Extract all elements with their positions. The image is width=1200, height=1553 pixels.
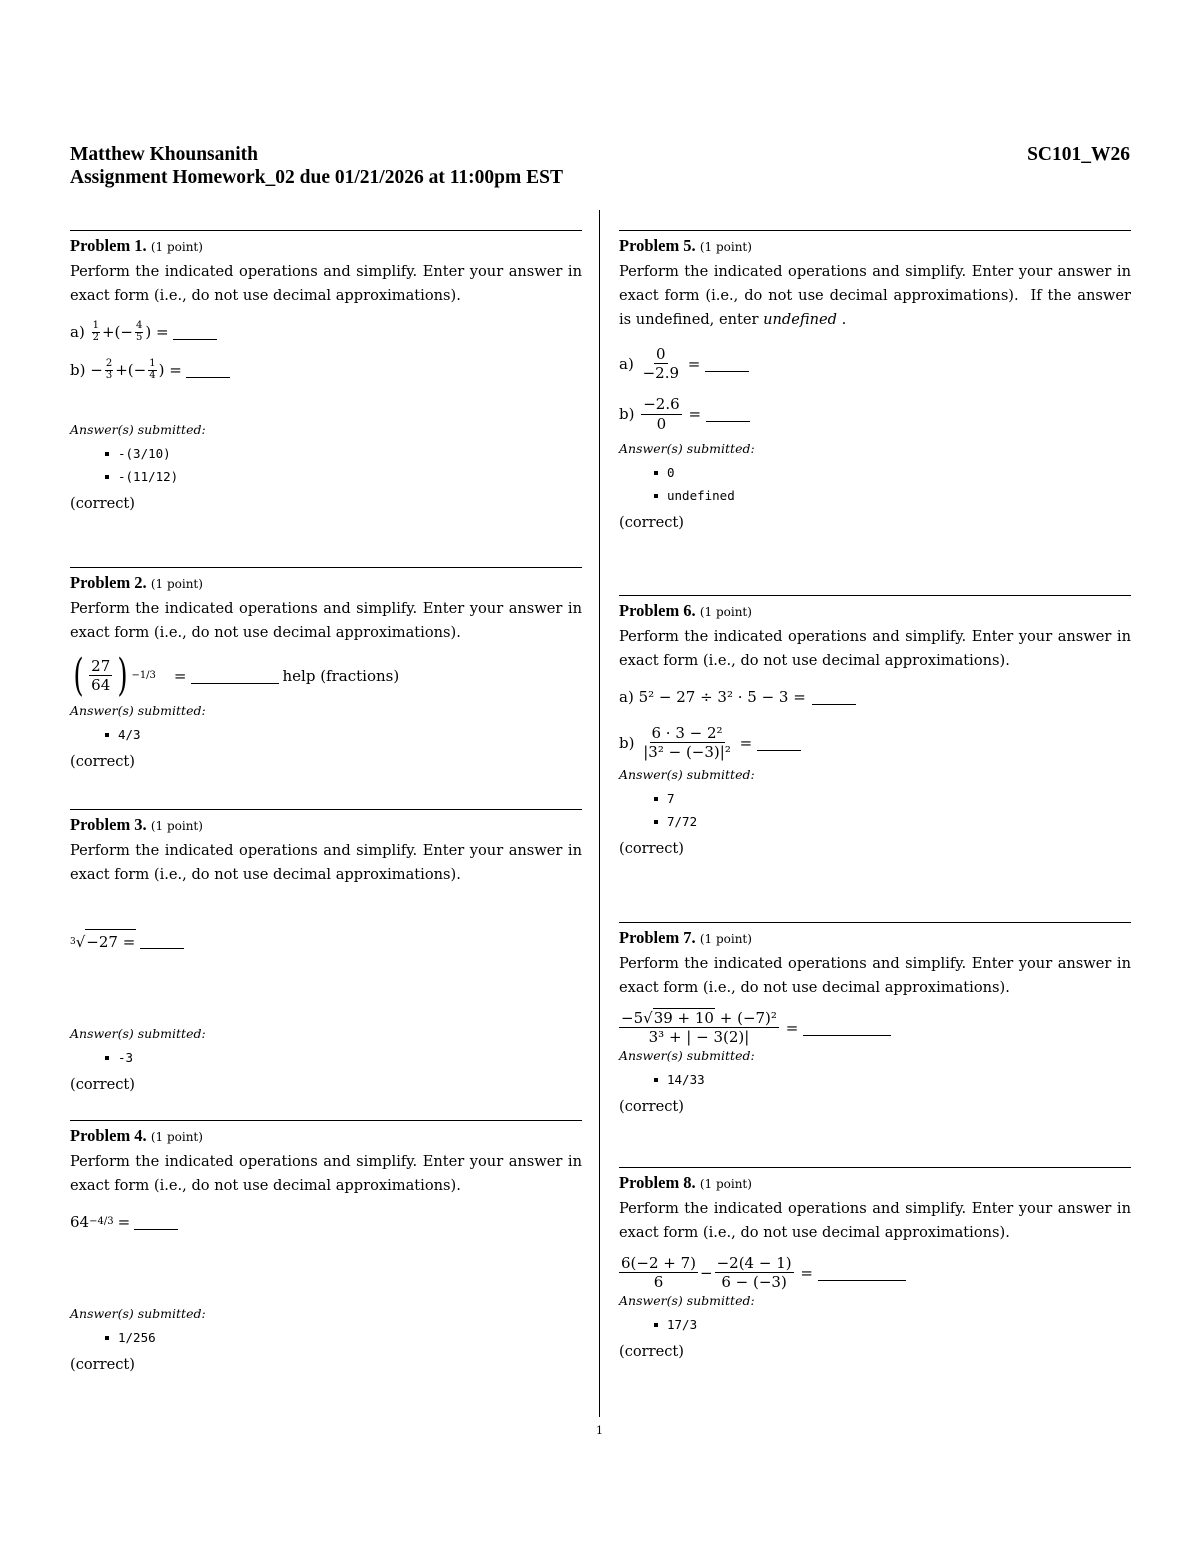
answer-blank[interactable]	[191, 669, 279, 684]
problem-7	[619, 922, 1131, 1167]
problem-instructions: Perform the indicated operations and simplify. Enter your answer in exact form (i.e., do not use decimal approximations).	[619, 263, 1131, 304]
answer-blank[interactable]	[812, 690, 856, 705]
submitted-answer: 7	[667, 787, 1131, 810]
problem-title: Problem 3.	[70, 815, 147, 834]
answer-blank[interactable]	[706, 407, 750, 422]
problem-3	[70, 809, 582, 1120]
status-text: (correct)	[619, 840, 684, 858]
answer-blank[interactable]	[173, 325, 217, 340]
answer-blank[interactable]	[186, 363, 230, 378]
problem-1a-expression: a) $\frac{1}{2}$ +(− $\frac{4}{5}$ ) =	[70, 320, 582, 344]
problem-5: Problem 5. (1 point) Perform the indicated operations and simplify. Enter your answer in exact form (i.e., do not use decimal approximations). If the answer is undefined, enter undefined . a) $\frac{0}{-2.9}$ = b) $\frac{-2.6}{0}$ = Answer(s) submitted: 0 undefined (correct)	[619, 230, 1131, 595]
problem-5a-expression: a) $\frac{0}{-2.9}$ =	[619, 346, 1131, 382]
answers-list	[619, 461, 1131, 507]
problem-title: Problem 6.	[619, 601, 696, 620]
answers-label: Answer(s) submitted:	[619, 1293, 755, 1309]
problem-6b-expression: b) $\frac{\text{6 · 3 − 2²}}{\text{|3² − (−3)|²}}$ =	[619, 725, 1131, 761]
answer-blank[interactable]	[140, 934, 184, 949]
submitted-answer: -(3/10)	[118, 442, 582, 465]
problem-title: Problem 2.	[70, 573, 147, 592]
problem-title: Problem 5.	[619, 236, 696, 255]
submitted-answer: -(11/12)	[118, 465, 582, 488]
problem-points: (1 point)	[150, 240, 203, 254]
submitted-answer: -3	[118, 1046, 582, 1069]
problem-points: (1 point)	[699, 605, 752, 619]
problem-1	[70, 230, 582, 567]
answers-label: Answer(s) submitted:	[619, 440, 755, 456]
problem-instructions: Perform the indicated operations and simplify. Enter your answer in exact form (i.e., do not use decimal approximations).	[619, 628, 1131, 669]
submitted-answer: 17/3	[667, 1313, 1131, 1336]
answers-label: Answer(s) submitted:	[70, 422, 206, 437]
submitted-answer: undefined	[667, 484, 1131, 507]
course-code: SC101_W26	[1027, 144, 1130, 165]
page-number: 1	[596, 1424, 603, 1437]
problem-6	[619, 595, 1131, 922]
problem-points: (1 point)	[150, 577, 203, 591]
problem-points: (1 point)	[699, 240, 752, 254]
answers-label: Answer(s) submitted:	[619, 1048, 755, 1064]
status-text: (correct)	[70, 753, 135, 770]
problem-instructions: Perform the indicated operations and simplify. Enter your answer in exact form (i.e., do not use decimal approximations).	[619, 955, 1131, 996]
answers-list	[619, 1068, 1131, 1091]
problem-1b-expression: b) − $\frac{2}{3}$ +(− $\frac{1}{4}$ ) =	[70, 358, 582, 382]
submitted-answer: 7/72	[667, 810, 1131, 833]
problem-title: Problem 7.	[619, 928, 696, 947]
problem-3-expression: 3 √ −27 =	[70, 929, 582, 954]
submitted-answer: 14/33	[667, 1068, 1131, 1091]
problem-instructions: Perform the indicated operations and simplify. Enter your answer in exact form (i.e., do not use decimal approximations).	[70, 600, 582, 641]
problem-2-expression: ( $\frac{27}{64}$ ) −1/3 = help (fractions)	[73, 650, 400, 701]
status-text: (correct)	[70, 1076, 135, 1093]
answer-blank[interactable]	[705, 357, 749, 372]
problem-points: (1 point)	[150, 819, 203, 833]
answers-list	[70, 442, 582, 488]
answers-list	[70, 1046, 582, 1069]
right-column	[619, 230, 1131, 1402]
problem-8	[619, 1167, 1131, 1402]
undefined-keyword: undefined	[763, 311, 838, 328]
answers-list	[619, 1313, 1131, 1336]
problem-points: (1 point)	[699, 932, 752, 946]
problem-6a-expression: a) 5² − 27 ÷ 3² · 5 − 3 =	[619, 685, 1131, 709]
status-text: (correct)	[619, 1343, 684, 1361]
submitted-answer: 4/3	[118, 723, 582, 746]
assignment-title: Assignment Homework_02 due 01/21/2026 at 11:00pm EST	[70, 167, 563, 188]
problem-5b-expression: b) $\frac{-2.6}{0}$ =	[619, 396, 1131, 432]
answer-blank[interactable]	[134, 1215, 178, 1230]
problem-points: (1 point)	[150, 1130, 203, 1144]
problem-title: Problem 4.	[70, 1126, 147, 1145]
status-text: (correct)	[70, 495, 135, 512]
problem-instructions: Perform the indicated operations and simplify. Enter your answer in exact form (i.e., do not use decimal approximations).	[619, 1200, 1131, 1241]
problem-title: Problem 8.	[619, 1173, 696, 1192]
problem-8-expression: $\frac{6(-2 + 7)}{6}$ − $\frac{-2(4 - 1)}{6 - (-3)}$ =	[619, 1255, 1131, 1291]
left-column	[70, 230, 582, 1395]
problem-4-expression: 64 −4/3 =	[70, 1210, 582, 1234]
answer-blank[interactable]	[757, 736, 801, 751]
status-text: (correct)	[619, 513, 684, 531]
help-fractions-link[interactable]: help (fractions)	[282, 667, 400, 685]
answers-label: Answer(s) submitted:	[70, 1026, 206, 1041]
problem-points: (1 point)	[699, 1177, 752, 1191]
submitted-answer: 0	[667, 461, 1131, 484]
answers-label: Answer(s) submitted:	[619, 767, 755, 783]
problem-instructions: Perform the indicated operations and simplify. Enter your answer in exact form (i.e., do not use decimal approximations).	[70, 1153, 582, 1194]
submitted-answer: 1/256	[118, 1326, 582, 1349]
problem-instructions: Perform the indicated operations and simplify. Enter your answer in exact form (i.e., do not use decimal approximations).	[70, 263, 582, 304]
problem-2	[70, 567, 582, 809]
answers-list	[619, 787, 1131, 833]
problem-extra-text: If the answer is undefined, enter	[619, 287, 1131, 328]
status-text: (correct)	[619, 1098, 684, 1116]
problem-7-expression: $\frac{\text{−5√39 + 10 + (−7)²}}{\text{3³ + | − 3(2)|}}$ =	[619, 1010, 1131, 1046]
page-header	[70, 143, 1130, 189]
answers-label: Answer(s) submitted:	[70, 703, 206, 718]
answer-blank[interactable]	[803, 1021, 891, 1036]
answers-list	[70, 1326, 582, 1349]
column-divider	[599, 210, 600, 1417]
problem-instructions: Perform the indicated operations and simplify. Enter your answer in exact form (i.e., do not use decimal approximations).	[70, 842, 582, 883]
answer-blank[interactable]	[818, 1266, 906, 1281]
answers-label: Answer(s) submitted:	[70, 1306, 206, 1321]
answers-list	[70, 723, 582, 746]
status-text: (correct)	[70, 1356, 135, 1373]
problem-4	[70, 1120, 582, 1395]
student-name: Matthew Khounsanith	[70, 144, 258, 165]
problem-title: Problem 1.	[70, 236, 147, 255]
